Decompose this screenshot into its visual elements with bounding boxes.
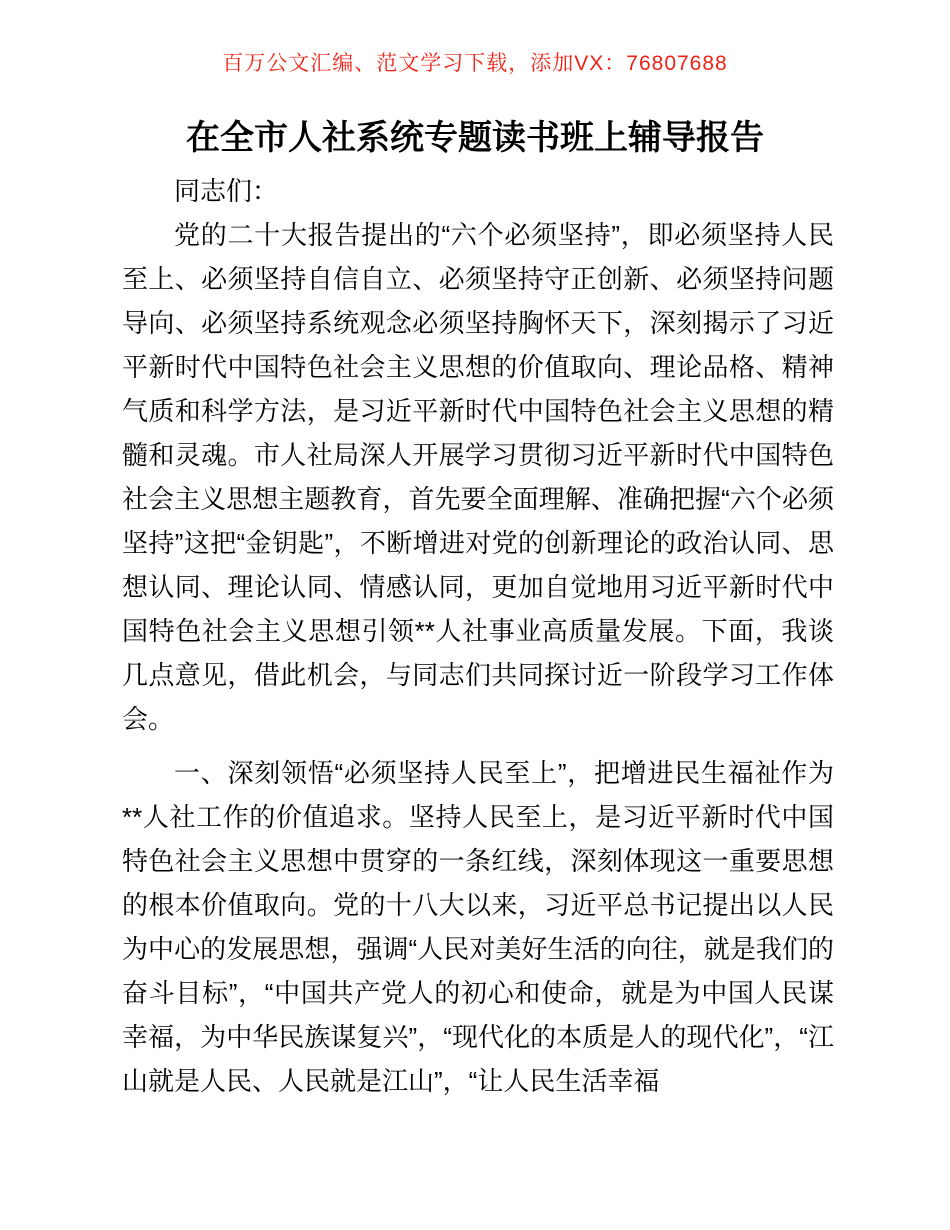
watermark-ad-text: 百万公文汇编、范文学习下载，添加VX：76807688	[222, 52, 728, 75]
document-body	[122, 169, 834, 1103]
paragraph-section-one: 一、深刻领悟“必须坚持人民至上”，把增进民生福祉作为**人社工作的价值追求。坚持人民至上，是习近平新时代中国特色社会主义思想中贯穿的一条红线，深刻体现这一重要思想的根本价值取向。党的十八大以来，习近平总书记提出以人民为中心的发展思想，强调“人民对美好生活的向往，就是我们的奋斗目标”，“中国共产党人的初心和使命，就是为中国人民谋幸福，为中华民族谋复兴”，“现代化的本质是人的现代化”，“江山就是人民、人民就是江山”，“让人民生活幸福	[122, 758, 834, 1096]
paragraph-intro: 党的二十大报告提出的“六个必须坚持”，即必须坚持人民至上、必须坚持自信自立、必须坚持守正创新、必须坚持问题导向、必须坚持系统观念必须坚持胸怀天下，深刻揭示了习近平新时代中国特色社会主义思想的价值取向、理论品格、精神气质和科学方法，是习近平新时代中国特色社会主义思想的精髓和灵魂。市人社局深人开展学习贯彻习近平新时代中国特色社会主义思想主题教育，首先要全面理解、准确把握“六个必须坚持”这把“金钥匙”，不断增进对党的创新理论的政治认同、思想认同、理论认同、情感认同，更加自觉地用习近平新时代中国特色社会主义思想引领**人社事业高质量发展。下面，我谈几点意见，借此机会，与同志们共同探讨近一阶段学习工作体会。	[122, 220, 834, 734]
document-title: 在全市人社系统专题读书班上辅导报告	[186, 119, 764, 157]
salutation: 同志们：	[174, 176, 279, 206]
